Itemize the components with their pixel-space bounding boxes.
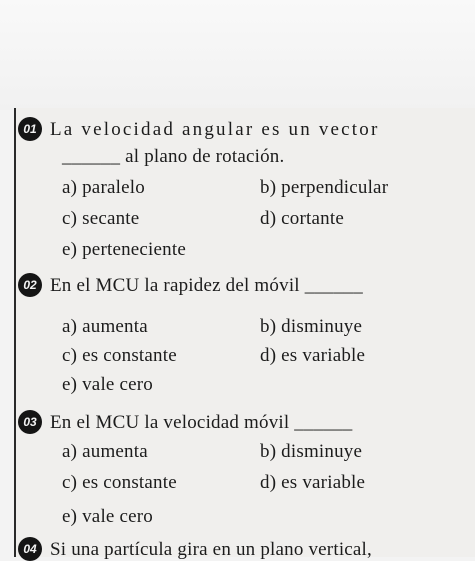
- option-d: d) cortante: [260, 208, 344, 229]
- option-a: a) aumenta: [62, 441, 148, 462]
- question-text: Si una partícula gira en un plano vertical,: [50, 539, 372, 560]
- question-number-badge: 01: [18, 117, 42, 141]
- option-d: d) es variable: [260, 345, 366, 366]
- option-b: b) perpendicular: [260, 177, 389, 198]
- option-b: b) disminuye: [260, 316, 363, 337]
- page-top-margin: [0, 0, 475, 110]
- option-a: a) paralelo: [62, 177, 145, 198]
- question-text: La velocidad angular es un vector: [50, 119, 380, 140]
- question-text: En el MCU la rapidez del móvil ______: [50, 275, 363, 296]
- option-d: d) es variable: [260, 472, 366, 493]
- question-text: ______ al plano de rotación.: [62, 146, 285, 167]
- question-number-badge: 03: [18, 410, 42, 434]
- question-text: En el MCU la velocidad móvil ______: [50, 412, 353, 433]
- document-page: [14, 108, 475, 560]
- question-number-badge: 02: [18, 273, 42, 297]
- option-c: c) es constante: [62, 472, 177, 493]
- option-c: c) es constante: [62, 345, 177, 366]
- question-number-badge: 04: [18, 537, 42, 561]
- option-e: e) vale cero: [62, 374, 153, 395]
- option-b: b) disminuye: [260, 441, 363, 462]
- option-e: e) vale cero: [62, 506, 153, 527]
- option-a: a) aumenta: [62, 316, 148, 337]
- option-c: c) secante: [62, 208, 140, 229]
- option-e: e) perteneciente: [62, 239, 186, 260]
